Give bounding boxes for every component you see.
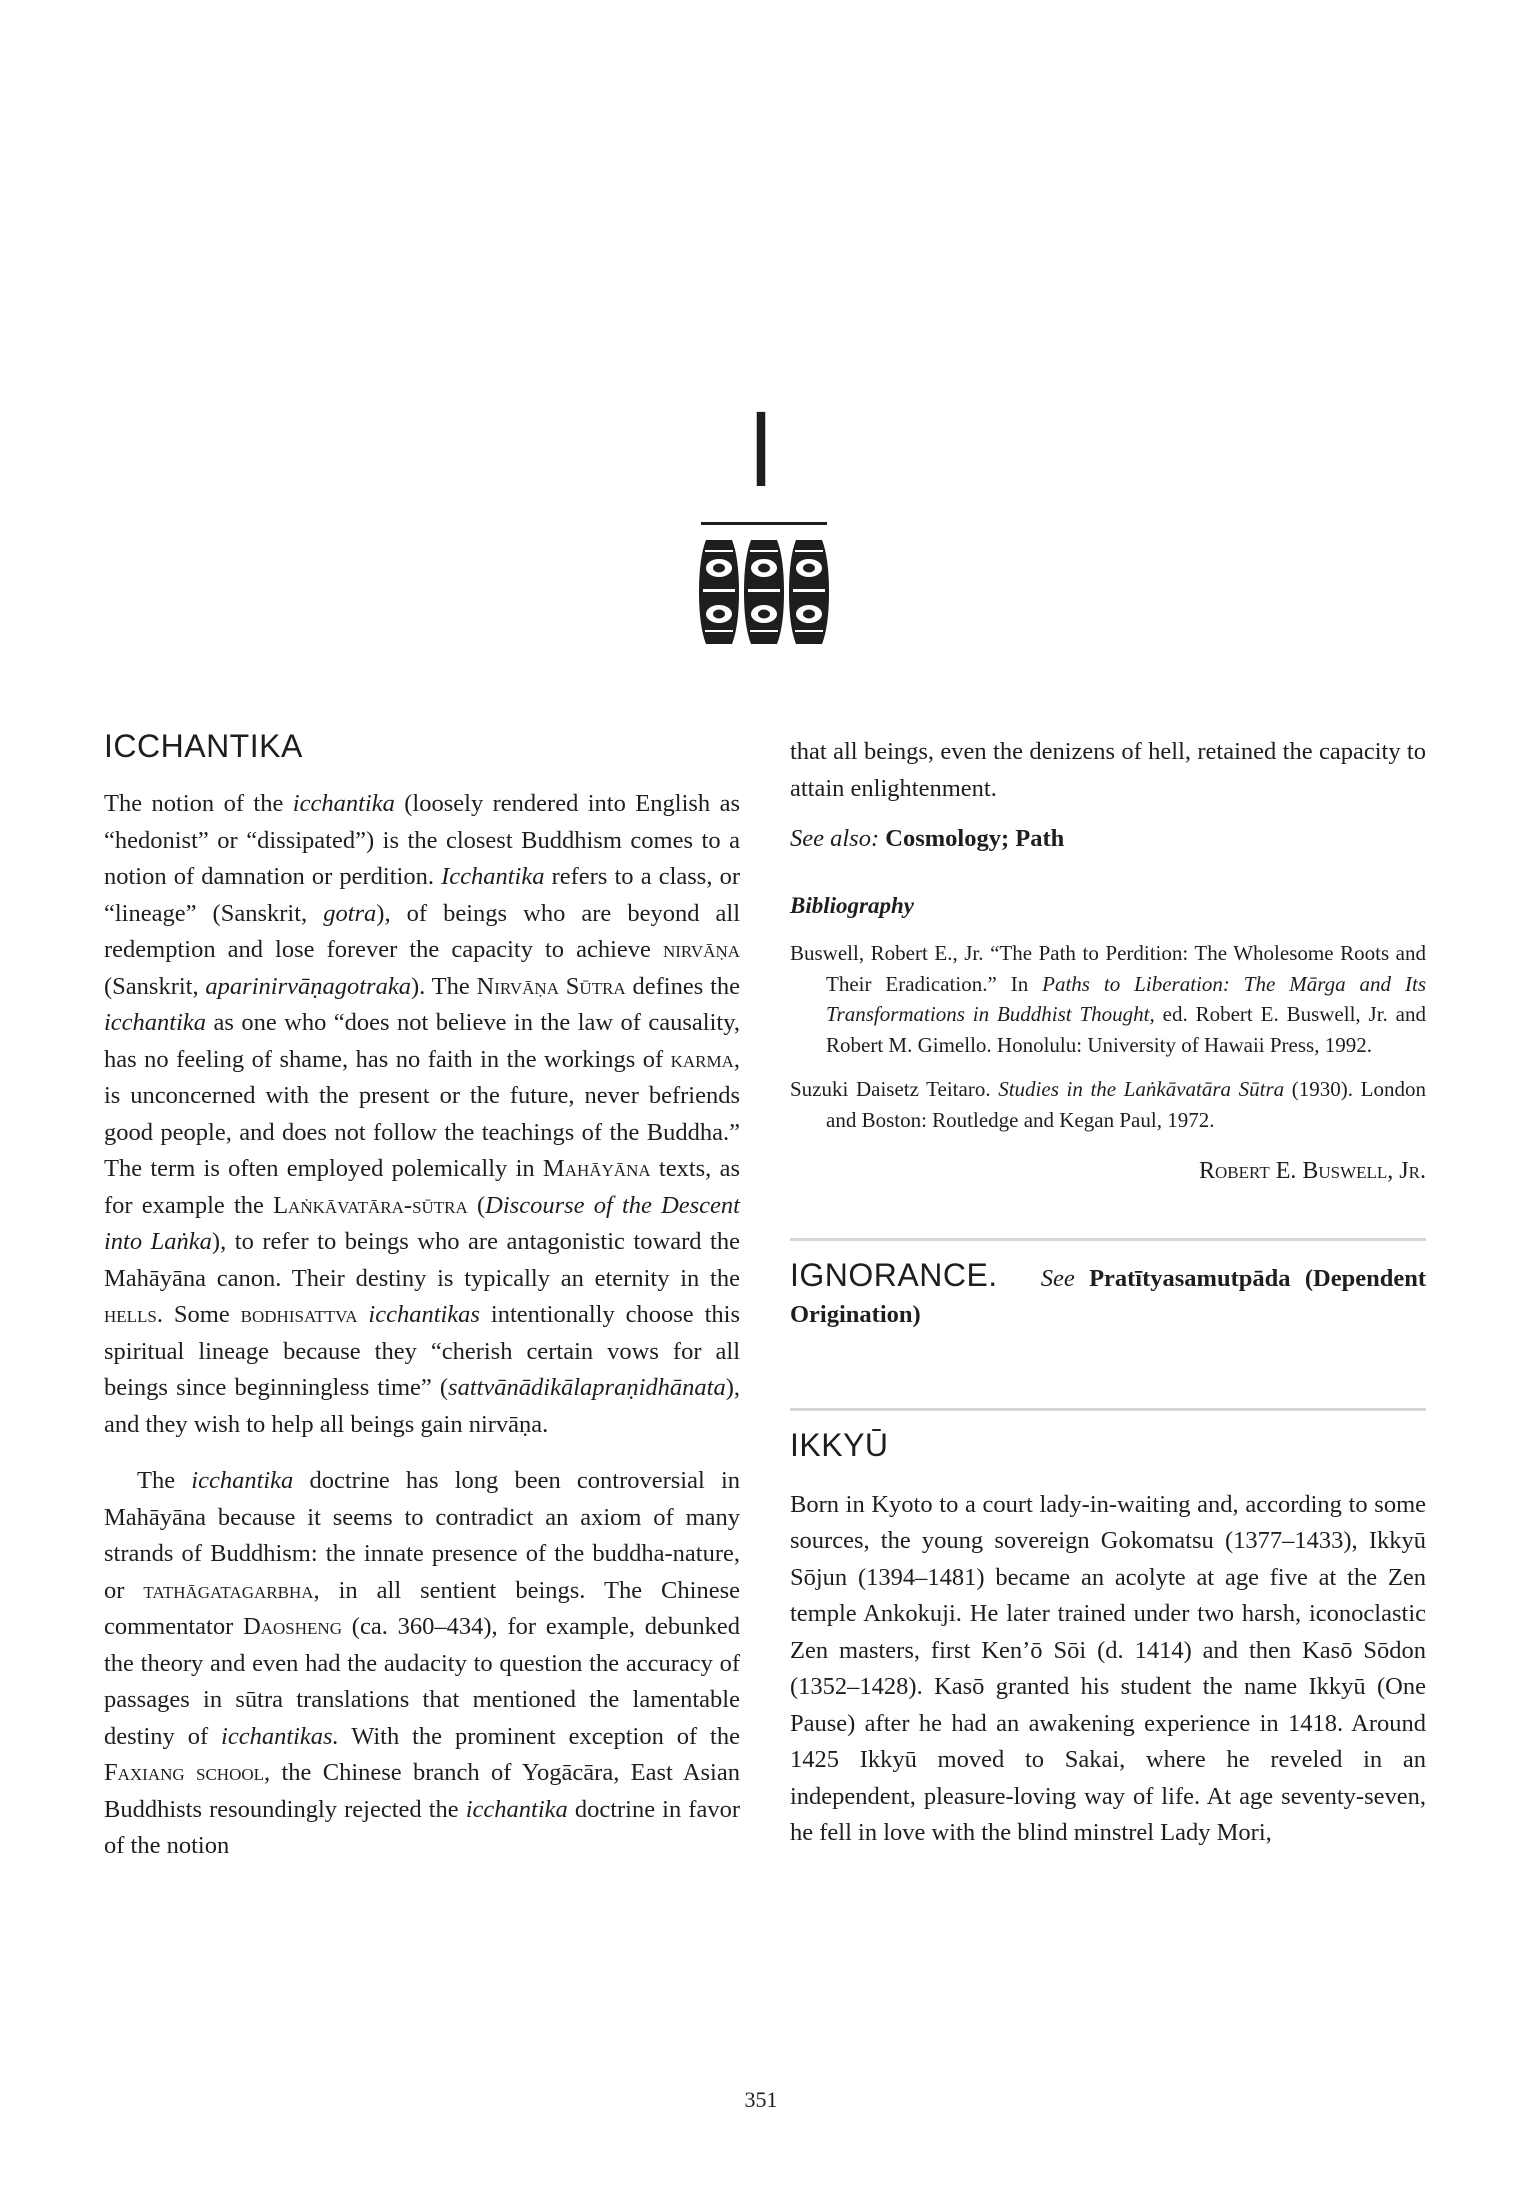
cross-reference-term: tathāgatagarbha: [143, 1576, 314, 1604]
cross-reference-term: bodhisattva: [240, 1301, 358, 1328]
cross-reference-term: Nirvāṇa Sūtra: [476, 972, 626, 1000]
cross-reference-term: karma: [670, 1045, 734, 1073]
entry-divider: [790, 1238, 1426, 1241]
entry-heading-ikkyu: IKKYŪ: [790, 1426, 889, 1463]
italic-term: icchantika: [292, 790, 395, 817]
page-number: 351: [744, 2087, 778, 2112]
cross-reference-term: hells: [104, 1301, 157, 1328]
cross-reference-term: nirvāṇa: [662, 936, 740, 963]
italic-term: aparinirvāṇagotraka: [205, 972, 411, 1000]
italic-term: gotra: [323, 899, 377, 927]
entry-ignorance: [790, 1255, 1426, 1334]
entry-divider: [790, 1408, 1426, 1411]
italic-term: icchantika: [465, 1795, 568, 1823]
see-also: [790, 821, 1426, 858]
italic-term: icchantikas: [368, 1301, 480, 1328]
entry-heading-ignorance: IGNORANCE.: [790, 1256, 998, 1293]
italic-term: Icchantika: [441, 863, 545, 890]
chapter-rule: [701, 522, 827, 525]
italic-term: Discourse of the Descent into Laṅka: [104, 1191, 740, 1255]
italic-term: icchantika: [191, 1467, 294, 1494]
author-signature: Robert E. Buswell, Jr.: [1199, 1158, 1426, 1184]
see-also-links[interactable]: Cosmology; Path: [885, 825, 1065, 852]
icchantika-paragraph-1: The notion of the icchantika (loosely rendered into English as “hedonist” or “dissipated”) is the closest Buddhism comes to a notion of damnation or perdition. Icchantika refers to a class, or “lineage” (Sanskrit, gotra), of beings who are beyond all redemption and lose forever the capacity to achieve nirvāṇa (Sanskrit, aparinirvāṇagotraka). The Nirvāṇa Sūtra defines the icchantika as one who “does not believe in the law of causality, has no feeling of shame, has no faith in the workings of karma, is unconcerned with the present or the future, never befriends good people, and does not follow the teachings of the Buddha.” The term is often employed polemically in Mahāyāna texts, as for example the Laṅkāvatāra-sūtra (Discourse of the Descent into Laṅka), to refer to beings who are antagonistic toward the Mahāyāna canon. Their destiny is typically an eternity in the hells. Some bodhisattva icchantikas intentionally choose this spiritual lineage because they “cherish certain vows for all beings since beginningless time” (sattvānādikālapraṇidhānata), and they wish to help all beings gain nirvāṇa.: [104, 790, 741, 1438]
see-label: See: [1040, 1264, 1075, 1292]
italic-term: icchantikas.: [221, 1722, 339, 1750]
entry-heading-icchantika: ICCHANTIKA: [104, 728, 303, 764]
cross-reference-term: Faxiang school: [104, 1759, 265, 1786]
italic-term: Paths to Liberation: The Mārga and Its Transformations in Buddhist Thought,: [826, 971, 1426, 1026]
cross-reference-link[interactable]: Pratītyasamutpāda (Dependent Origination): [790, 1264, 1426, 1328]
cross-reference-term: Laṅkāvatāra-sūtra: [273, 1191, 468, 1219]
cross-reference-term: Daosheng: [243, 1613, 342, 1640]
see-also-label: See also:: [790, 825, 880, 852]
bibliography-heading: Bibliography: [790, 892, 914, 918]
italic-term: icchantika: [104, 1009, 207, 1036]
italic-term: Studies in the Laṅkāvatāra Sūtra: [998, 1077, 1285, 1101]
ornament-icon: [697, 538, 831, 646]
left-column: [104, 726, 740, 1865]
cross-reference-term: Mahāyāna: [542, 1155, 651, 1182]
bibliography-item: Suzuki Daisetz Teitaro. Studies in the Laṅkāvatāra Sūtra (1930). London and Boston: Routledge and Kegan Paul, 1972.: [790, 1077, 1426, 1132]
right-column: [790, 734, 1426, 1852]
bibliography-item: Buswell, Robert E., Jr. “The Path to Perdition: The Wholesome Roots and Their Eradication.” In Paths to Liberation: The Mārga and Its Transformations in Buddhist Thought, ed. Robert E. Buswell, Jr. and Robert M. Gimello. Honolulu: University of Hawaii Press, 1992.: [790, 941, 1426, 1057]
chapter-letter: I: [752, 388, 770, 509]
icchantika-paragraph-2-continued: that all beings, even the denizens of hell, retained the capacity to attain enlightenment.: [790, 738, 1426, 802]
icchantika-paragraph-2: The icchantika doctrine has long been controversial in Mahāyāna because it seems to contradict an axiom of many strands of Buddhism: the innate presence of the buddha-nature, or tathāgatagarbha, in all sentient beings. The Chinese commentator Daosheng (ca. 360–434), for example, debunked the theory and even had the audacity to question the accuracy of passages in sūtra translations that mentioned the lamentable destiny of icchantikas. With the prominent exception of the Faxiang school, the Chinese branch of Yogācāra, East Asian Buddhists resoundingly rejected the icchantika doctrine in favor of the notion: [104, 1467, 741, 1859]
italic-term: sattvānādikālapraṇidhānata: [448, 1374, 726, 1401]
ikkyu-paragraph-1: Born in Kyoto to a court lady-in-waiting and, according to some sources, the young sovereign Gokomatsu (1377–1433), Ikkyū Sōjun (1394–1481) became an acolyte at age five at the Zen temple Ankokuji. He later trained under two harsh, iconoclastic Zen masters, first Ken’ō Sōi (d. 1414) and then Kasō Sōdon (1352–1428). Kasō granted his student the name Ikkyū (One Pause) after he had an awakening experience in 1418. Around 1425 Ikkyū moved to Sakai, where he reveled in an independent, pleasure-loving way of life. At age seventy-seven, he fell in love with the blind minstrel Lady Mori,: [790, 1490, 1426, 1846]
